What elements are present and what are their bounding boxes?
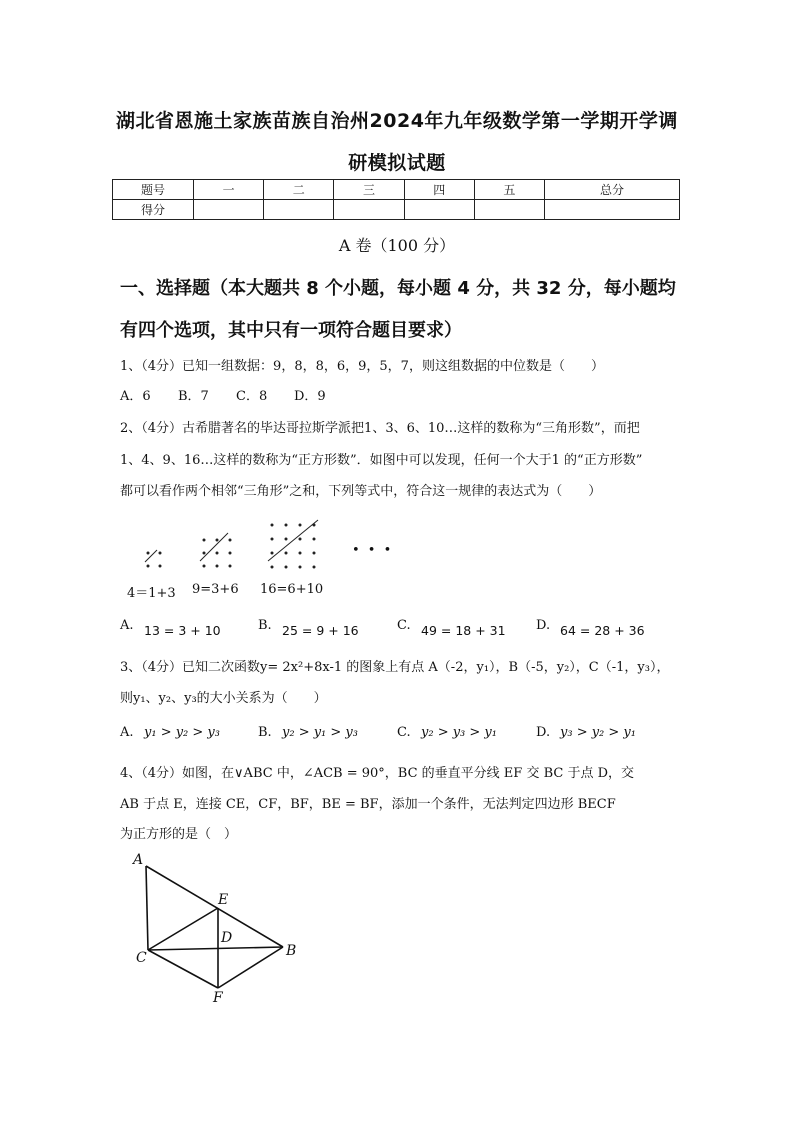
score-header-cell: 四 [404, 180, 474, 200]
q4-label-c: C [136, 950, 147, 966]
q2-option-b-letter: B. [258, 618, 272, 633]
q3-option-a-value: y₁ > y₂ > y₃ [144, 725, 220, 740]
q3-option-a-letter: A. [120, 725, 134, 740]
dot-grid-3x3 [203, 539, 232, 568]
q2-option-d-letter: D. [536, 618, 551, 633]
q3-text-line1: 3、（4分）已知二次函数y= 2x²+8x-1 的图象上有点 A（-2，y₁），B（-5，y₂），C（-1，y₃）， [120, 660, 670, 675]
q3-option-b-letter: B. [258, 725, 272, 740]
q2-figure-ellipsis: • • • [352, 543, 394, 558]
part1-heading-line1: 一、选择题（本大题共 8 个小题，每小题 4 分，共 32 分，每小题均 [120, 278, 676, 299]
part1-heading-line2: 有四个选项，其中只有一项符合题目要求） [120, 320, 462, 341]
q4-text-line1: 4、（4分）如图，在∨ABC 中，∠ACB = 90°，BC 的垂直平分线 EF 交 BC 于点 D，交 [120, 766, 635, 781]
diagonal-line [268, 520, 318, 561]
dot-grid-4x4 [271, 524, 316, 569]
q3-option-d-value: y₃ > y₂ > y₁ [560, 725, 636, 740]
q1-option-c: C．8 [236, 389, 268, 404]
q2-option-c-letter: C. [397, 618, 411, 633]
q2-text-line2: 1、4、9、16…这样的数称为“正方形数”．如图中可以发现，任何一个大于1 的“正方形数” [120, 453, 643, 468]
diagonal-line [200, 533, 228, 561]
q4-label-d: D [221, 930, 233, 946]
q4-label-a: A [133, 852, 144, 868]
q2-option-a-letter: A. [120, 618, 134, 633]
document-title-line2: 研模拟试题 [348, 152, 446, 174]
q1-text: 1、（4分）已知一组数据：9，8，8，6，9，5，7，则这组数据的中位数是（ ） [120, 359, 604, 374]
q3-text-line2: 则y₁、y₂、y₃的大小关系为（ ） [120, 691, 327, 706]
section-a-title: A 卷（100 分） [338, 236, 456, 255]
q1-option-d: D．9 [294, 389, 326, 404]
q2-figure-label-2: 9=3+6 [192, 582, 239, 597]
q3-option-b-value: y₂ > y₁ > y₃ [282, 725, 358, 740]
q2-option-a-value: 13 = 3 + 10 [144, 623, 221, 638]
q4-text-line2: AB 于点 E，连接 CE，CF，BF，BE = BF，添加一个条件，无法判定四边形 BECF [120, 797, 616, 812]
dot-grid-2x2 [147, 552, 162, 568]
q4-label-e: E [218, 892, 229, 908]
q4-text-line3: 为正方形的是（ ） [120, 827, 238, 842]
document-title-line1: 湖北省恩施土家族苗族自治州2024年九年级数学第一学期开学调 [116, 110, 678, 132]
score-header-cell: 题号 [113, 180, 194, 200]
q2-figure-label-3: 16=6+10 [260, 582, 324, 597]
score-header-cell: 一 [194, 180, 264, 200]
score-header-cell: 三 [334, 180, 404, 200]
q2-text-line1: 2、（4分）古希腊著名的毕达哥拉斯学派把1、3、6、10…这样的数称为“三角形数”，而把 [120, 421, 640, 436]
score-row-label: 得分 [113, 200, 194, 220]
q1-option-b: B．7 [178, 389, 209, 404]
q3-option-c-letter: C. [397, 725, 411, 740]
q4-label-b: B [286, 943, 297, 959]
q2-option-d-value: 64 = 28 + 36 [560, 623, 645, 638]
q2-text-line3: 都可以看作两个相邻“三角形”之和，下列等式中，符合这一规律的表达式为（ ） [120, 484, 602, 499]
q1-option-a: A．6 [120, 389, 151, 404]
q3-option-c-value: y₂ > y₃ > y₁ [421, 725, 497, 740]
score-header-cell: 总分 [545, 180, 680, 200]
score-header-cell: 五 [474, 180, 544, 200]
q4-label-f: F [213, 990, 223, 1006]
q2-figure-label-1: 4＝1+3 [127, 586, 176, 601]
score-header-cell: 二 [264, 180, 334, 200]
q3-option-d-letter: D. [536, 725, 551, 740]
diagonal-line [145, 550, 157, 562]
triangle-figure [146, 866, 283, 988]
q2-option-c-value: 49 = 18 + 31 [421, 623, 506, 638]
q2-option-b-value: 25 = 9 + 16 [282, 623, 359, 638]
